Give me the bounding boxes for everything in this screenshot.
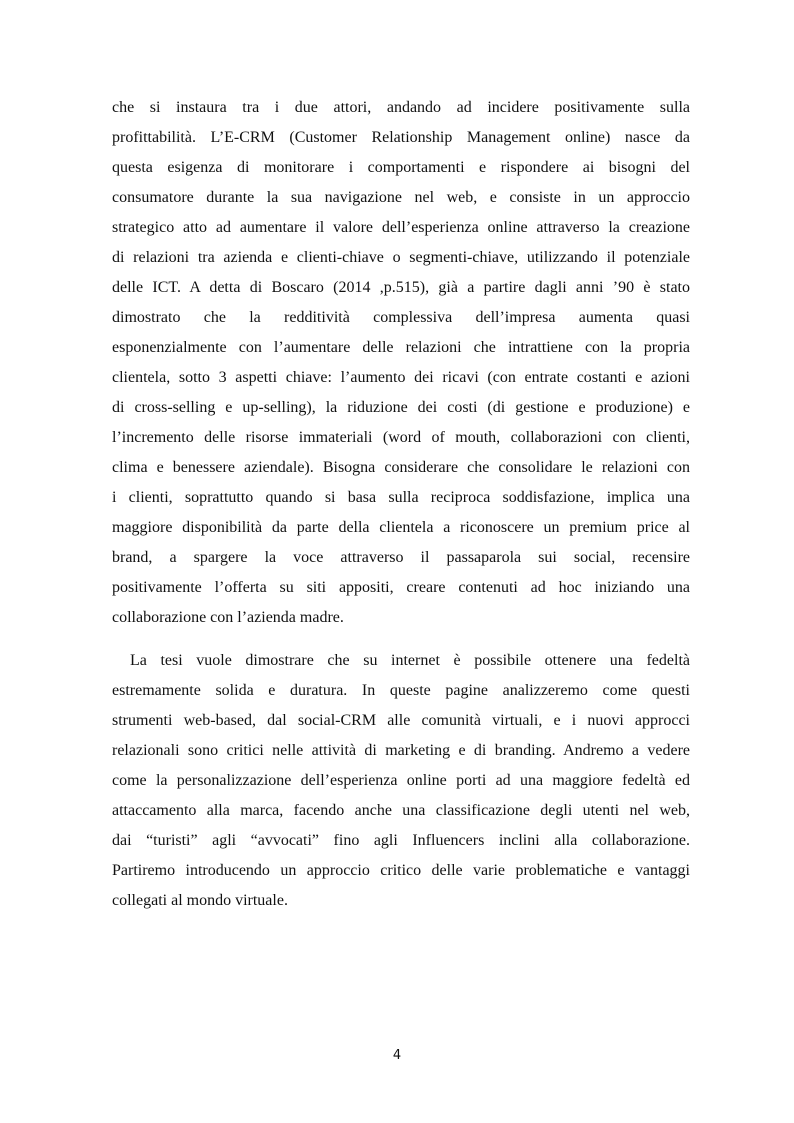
paragraph-line: strumenti web-based, dal social-CRM alle comunità virtuali, e i nuovi approcci xyxy=(112,712,690,729)
paragraph-2 xyxy=(112,646,690,916)
page-number: 4 xyxy=(392,1048,402,1063)
paragraph-line: profittabilità. L’E-CRM (Customer Relationship Management online) nasce da xyxy=(112,129,690,146)
paragraph-line: di relazioni tra azienda e clienti-chiave o segmenti-chiave, utilizzando il potenziale xyxy=(112,249,690,266)
paragraph-line: collaborazione con l’azienda madre. xyxy=(112,609,344,626)
paragraph-line: come la personalizzazione dell’esperienza online porti ad una maggiore fedeltà ed xyxy=(112,772,690,789)
paragraph-line: dai “turisti” agli “avvocati” fino agli Influencers inclini alla collaborazione. xyxy=(112,832,690,849)
paragraph-line: attaccamento alla marca, facendo anche una classificazione degli utenti nel web, xyxy=(112,802,690,819)
paragraph-line: clientela, sotto 3 aspetti chiave: l’aumento dei ricavi (con entrate costanti e azioni xyxy=(112,369,690,386)
paragraph-line: positivamente l’offerta su siti appositi, creare contenuti ad hoc iniziando una xyxy=(112,579,690,596)
paragraph-line: l’incremento delle risorse immateriali (word of mouth, collaborazioni con clienti, xyxy=(112,429,690,446)
paragraph-line: dimostrato che la redditività complessiva dell’impresa aumenta quasi xyxy=(112,309,690,326)
paragraph-line: La tesi vuole dimostrare che su internet è possibile ottenere una fedeltà xyxy=(130,652,690,669)
paragraph-line: questa esigenza di monitorare i comportamenti e rispondere ai bisogni del xyxy=(112,159,690,176)
paragraph-line: estremamente solida e duratura. In queste pagine analizzeremo come questi xyxy=(112,682,690,699)
paragraph-1 xyxy=(112,93,690,633)
paragraph-line: delle ICT. A detta di Boscaro (2014 ,p.515), già a partire dagli anni ’90 è stato xyxy=(112,279,690,296)
paragraph-line: Partiremo introducendo un approccio critico delle varie problematiche e vantaggi xyxy=(112,862,690,879)
paragraph-line: esponenzialmente con l’aumentare delle relazioni che intrattiene con la propria xyxy=(112,339,690,356)
paragraph-line: strategico atto ad aumentare il valore dell’esperienza online attraverso la creazione xyxy=(112,219,690,236)
paragraph-line: collegati al mondo virtuale. xyxy=(112,892,288,909)
paragraph-line: i clienti, soprattutto quando si basa sulla reciproca soddisfazione, implica una xyxy=(112,489,690,506)
paragraph-line: di cross-selling e up-selling), la riduzione dei costi (di gestione e produzione) e xyxy=(112,399,690,416)
paragraph-line: maggiore disponibilità da parte della clientela a riconoscere un premium price al xyxy=(112,519,690,536)
paragraph-line: relazionali sono critici nelle attività di marketing e di branding. Andremo a vedere xyxy=(112,742,690,759)
paragraph-line: brand, a spargere la voce attraverso il passaparola sui social, recensire xyxy=(112,549,690,566)
paragraph-line: che si instaura tra i due attori, andando ad incidere positivamente sulla xyxy=(112,99,690,116)
paragraph-line: clima e benessere aziendale). Bisogna considerare che consolidare le relazioni con xyxy=(112,459,690,476)
paragraph-line: consumatore durante la sua navigazione nel web, e consiste in un approccio xyxy=(112,189,690,206)
